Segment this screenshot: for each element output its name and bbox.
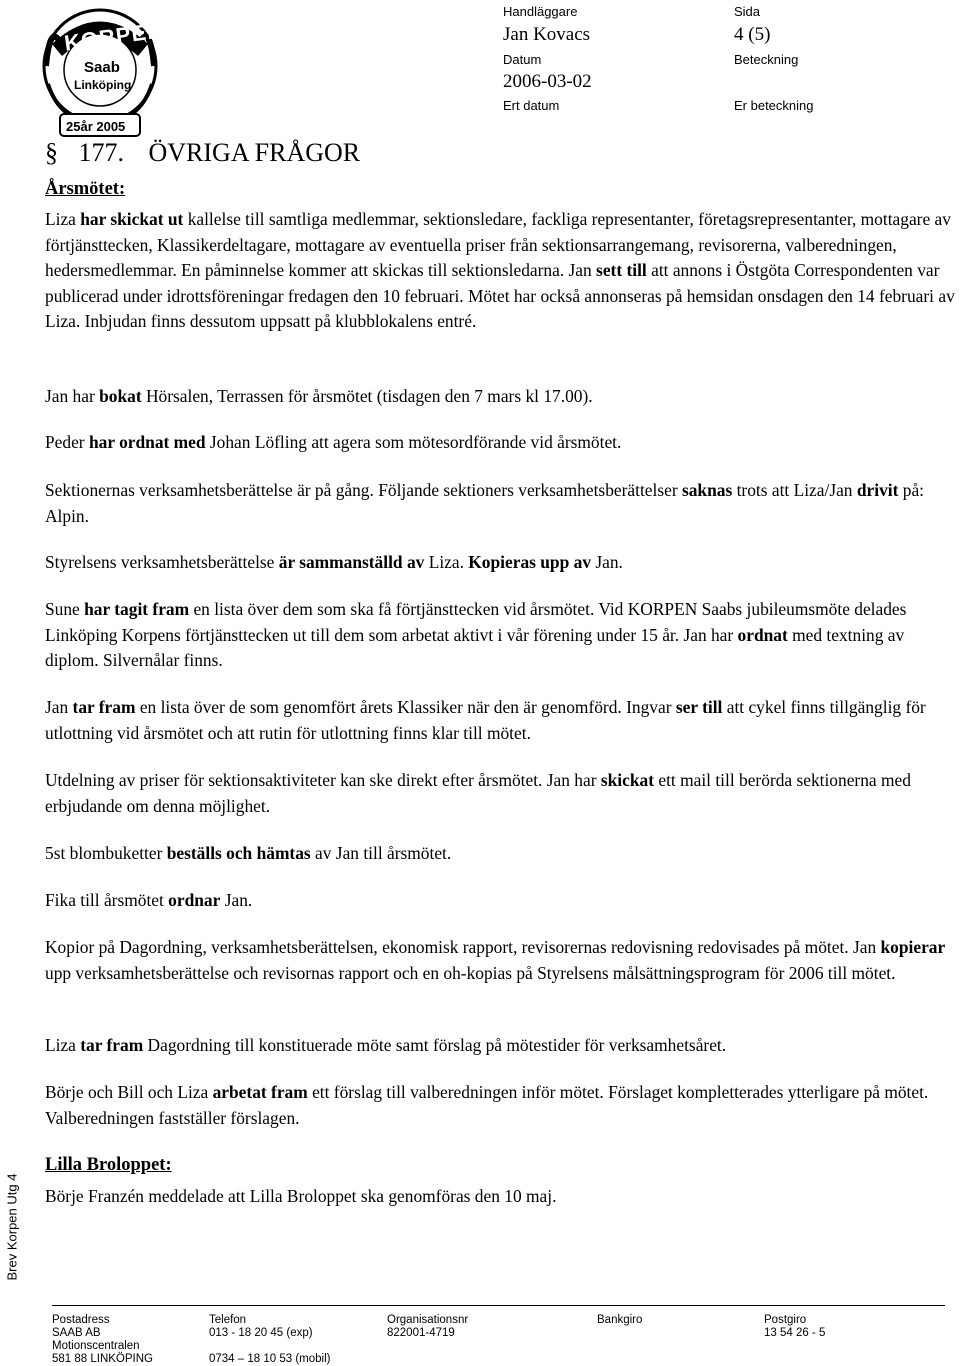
paragraph-10 <box>45 888 960 914</box>
emphasis-text: ordnat <box>737 624 788 645</box>
header-beteckning-label: Beteckning <box>734 52 799 67</box>
header-handlaggare: Jan Kovacs <box>503 24 591 45</box>
arsmotet-heading: Årsmötet: <box>45 179 126 199</box>
paragraph-4-text: Sektionernas verksamhetsberättelse är på gång. Följande sektioners verksamhetsberättelser saknas trots att Liza/Jan drivit på: Alpin. <box>45 480 924 526</box>
emphasis-text: arbetat fram <box>212 1082 308 1102</box>
header-er-beteckning-label: Er beteckning <box>734 98 814 113</box>
emphasis-text: kopierar <box>880 937 946 957</box>
paragraph-13-text: Börje och Bill och Liza arbetat fram ett förslag till valberedningen inför mötet. Förslaget kompletterades ytterligare på mötet. Valberedningen fastställer förslagen. <box>45 1082 929 1128</box>
header-ert-datum-label: Ert datum <box>503 98 560 113</box>
header-sida-label: Sida <box>734 4 761 19</box>
paragraph-2 <box>45 384 960 410</box>
paragraph-6-text: Sune har tagit fram en lista över dem som ska få förtjänsttecken vid årsmötet. Vid KORPEN Saabs jubileumsmöte delades Linköping Korpens förtjänsttecken ut till dem som arbetat aktivt i vår förening under 15 år. Jan har ordnat med textning av diplom. Silvernålar finns. <box>45 599 907 670</box>
paragraph-1 <box>45 207 960 335</box>
emphasis-text: saknas <box>681 480 733 500</box>
paragraph-12 <box>45 1033 960 1059</box>
paragraph-9-text: 5st blombuketter beställs och hämtas av Jan till årsmötet. <box>45 843 452 863</box>
footer-postgiro <box>764 1314 825 1340</box>
lilla-broloppet-heading: Lilla Broloppet: <box>45 1155 172 1175</box>
paragraph-10-text: Fika till årsmötet ordnar Jan. <box>45 890 253 910</box>
paragraph-4 <box>45 478 960 529</box>
paragraph-2-text: Jan har bokat Hörsalen, Terrassen för årsmötet (tisdagen den 7 mars kl 17.00). <box>45 386 593 406</box>
footer-org: 822001-4719 <box>387 1327 455 1339</box>
paragraph-1-text: Liza har skickat ut kallelse till samtliga medlemmar, sektionsledare, fackliga representanter, företagsrepresentanter, mottagare av förtjänsttecken, Klassikerdeltagare, mottagare av eventuella priser från sektionsarrangemang, revisorerna, valberedningen, hedersmedlemmar. En påminnelse kommer att skickas till sektionsledarna. Jan sett till att annons i Östgöta Correspondenten var publicerad under idrottsföreningar fredagen den 10 februari. Mötet har också annonseras på hemsidan onsdagen den 14 februari av Liza. Inbjudan finns dessutom uppsatt på klubblokalens entré. <box>45 209 955 331</box>
paragraph-7-text: Jan tar fram en lista över de som genomfört årets Klassiker när den är genomförd. Ingvar ser till att cykel finns tillgänglig för utlottning vid årsmötet och att rutin för utlottning finns klar till mötet. <box>45 697 926 743</box>
paragraph-5-text: Styrelsens verksamhetsberättelse är sammanställd av Liza. Kopieras upp av Jan. <box>45 552 623 572</box>
footer-telefon-1: 013 - 18 20 45 (exp) <box>209 1327 313 1339</box>
footer-bankgiro-label: Bankgiro <box>597 1314 643 1326</box>
footer-postadress-2: Motionscentralen <box>52 1340 140 1352</box>
logo-line1: Saab <box>84 59 120 76</box>
korpen-logo <box>40 4 166 139</box>
paragraph-11 <box>45 935 960 986</box>
emphasis-text: bokat <box>99 386 142 406</box>
paragraph-7 <box>45 695 960 746</box>
emphasis-text: drivit <box>856 480 899 500</box>
emphasis-text: sett till <box>596 260 647 280</box>
emphasis-text: Kopieras upp av <box>468 552 592 572</box>
emphasis-text: ser till <box>675 697 723 717</box>
footer-postadress-label: Postadress <box>52 1314 110 1326</box>
footer-telefon <box>209 1314 330 1366</box>
footer-postadress-1: SAAB AB <box>52 1327 101 1339</box>
header-handlaggare-label: Handläggare <box>503 4 578 19</box>
section-symbol: § <box>45 138 58 167</box>
emphasis-text: skickat <box>600 770 654 790</box>
section-title: ÖVRIGA FRÅGOR <box>148 138 361 167</box>
footer-telefon-2: 0734 – 18 10 53 (mobil) <box>209 1353 331 1365</box>
emphasis-text: tar fram <box>72 697 136 717</box>
footer-divider <box>52 1305 945 1306</box>
paragraph-9 <box>45 841 960 867</box>
paragraph-3 <box>45 430 960 456</box>
footer-postgiro: 13 54 26 - 5 <box>764 1327 826 1339</box>
footer-postadress <box>52 1314 153 1366</box>
emphasis-text: tar fram <box>80 1035 144 1055</box>
footer-telefon-label: Telefon <box>209 1314 247 1326</box>
paragraph-8-text: Utdelning av priser för sektionsaktiviteter kan ske direkt efter årsmötet. Jan har skickat ett mail till berörda sektionerna med erbjudande om denna möjlighet. <box>45 770 911 816</box>
paragraph-6 <box>45 597 960 674</box>
lilla-broloppet-text: Börje Franzén meddelade att Lilla Broloppet ska genomföras den 10 maj. <box>45 1186 557 1206</box>
emphasis-text: beställs och hämtas <box>166 843 311 863</box>
footer-postgiro-label: Postgiro <box>764 1314 807 1326</box>
section-number: 177. <box>78 138 124 167</box>
section-heading <box>45 138 360 168</box>
footer-organisationsnr <box>387 1314 468 1340</box>
paragraph-5 <box>45 550 960 576</box>
emphasis-text: har skickat ut <box>80 209 184 229</box>
paragraph-11-text: Kopior på Dagordning, verksamhetsberättelsen, ekonomisk rapport, revisorernas redovisning redovisades på mötet. Jan kopierar upp verksamhetsberättelse och revisornas rapport och en oh-kopias på Styrelsens målsättningsprogram för 2006 till mötet. <box>45 937 946 983</box>
paragraph-3-text: Peder har ordnat med Johan Löfling att agera som mötesordförande vid årsmötet. <box>45 432 622 452</box>
logo-year: 25år 2005 <box>66 119 126 134</box>
side-form-label: Brev Korpen Utg 4 <box>4 1173 20 1281</box>
logo-name: KORPEN <box>62 17 166 56</box>
header-sida: 4 (5) <box>734 24 771 45</box>
emphasis-text: är sammanställd av <box>278 552 425 572</box>
emphasis-text: har ordnat med <box>88 432 206 452</box>
footer-postadress-3: 581 88 LINKÖPING <box>52 1353 153 1365</box>
paragraph-8 <box>45 768 960 819</box>
footer-bankgiro <box>597 1314 642 1327</box>
header-datum-label: Datum <box>503 52 542 67</box>
emphasis-text: har tagit fram <box>84 599 190 619</box>
logo-line2: Linköping <box>74 78 132 92</box>
header-datum: 2006-03-02 <box>503 71 592 92</box>
paragraph-13 <box>45 1080 960 1131</box>
emphasis-text: ordnar <box>168 890 221 910</box>
paragraph-12-text: Liza tar fram Dagordning till konstituerade möte samt förslag på mötestider för verksamhetsåret. <box>45 1035 727 1055</box>
footer-org-label: Organisationsnr <box>387 1314 469 1326</box>
